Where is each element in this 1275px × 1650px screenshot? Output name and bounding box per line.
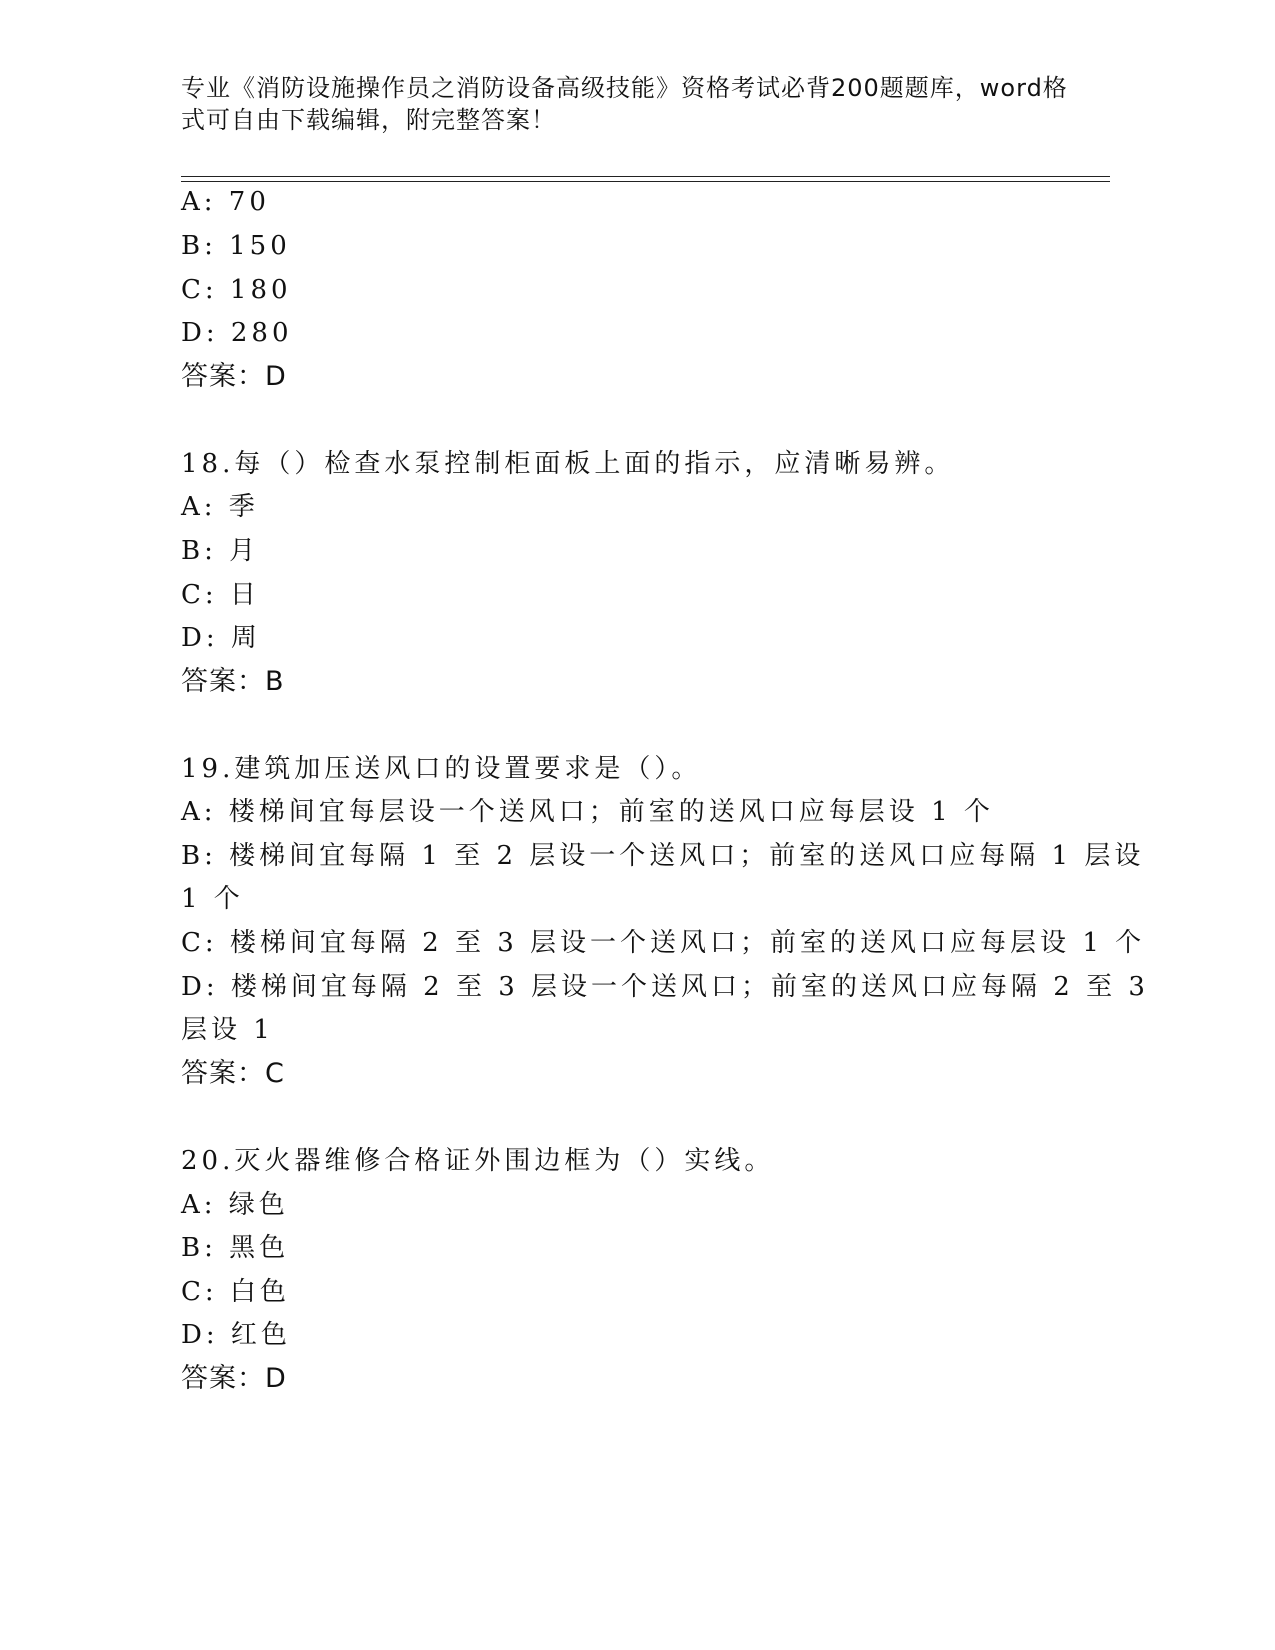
q18-option-c: C: 日 — [181, 580, 260, 610]
q20-option-d: D: 红色 — [181, 1320, 291, 1350]
q17-option-b: B: 150 — [181, 231, 291, 261]
q20-option-a: A: 绿色 — [181, 1190, 289, 1220]
q20-question: 20.灭火器维修合格证外围边框为（）实线。 — [181, 1146, 775, 1176]
q19-answer: 答案：C — [181, 1058, 285, 1089]
q18-option-a: A: 季 — [181, 492, 259, 522]
q19-option-b-cont: 1 个 — [181, 884, 244, 914]
q19-option-a: A: 楼梯间宜每层设一个送风口；前室的送风口应每层设 1 个 — [181, 797, 994, 827]
document-header — [181, 72, 1068, 136]
q19-option-c: C: 楼梯间宜每隔 2 至 3 层设一个送风口；前室的送风口应每层设 1 个 — [181, 928, 1146, 958]
header-divider-top — [181, 176, 1110, 177]
q18-answer: 答案：B — [181, 666, 285, 697]
header-line-1: 专业《消防设施操作员之消防设备高级技能》资格考试必背200题题库，word格 — [181, 74, 1068, 102]
q18-question: 18.每（）检查水泵控制柜面板上面的指示，应清晰易辨。 — [181, 449, 955, 479]
q17-option-d: D: 280 — [181, 318, 293, 348]
q19-question: 19.建筑加压送风口的设置要求是（）。 — [181, 754, 702, 784]
q17-answer: 答案：D — [181, 361, 287, 392]
q19-option-d: D: 楼梯间宜每隔 2 至 3 层设一个送风口；前室的送风口应每隔 2 至 3 — [181, 972, 1149, 1002]
q20-option-c: C: 白色 — [181, 1277, 290, 1307]
q18-option-d: D: 周 — [181, 623, 261, 653]
q20-option-b: B: 黑色 — [181, 1233, 290, 1263]
header-line-2: 式可自由下载编辑，附完整答案！ — [181, 106, 556, 134]
header-divider-bottom — [181, 181, 1110, 182]
q18-option-b: B: 月 — [181, 536, 260, 566]
q20-answer: 答案：D — [181, 1363, 287, 1394]
q17-option-a: A: 70 — [181, 187, 270, 217]
q19-option-d-cont: 层设 1 — [181, 1015, 274, 1045]
q19-option-b: B: 楼梯间宜每隔 1 至 2 层设一个送风口；前室的送风口应每隔 1 层设 — [181, 841, 1145, 871]
q17-option-c: C: 180 — [181, 275, 292, 305]
